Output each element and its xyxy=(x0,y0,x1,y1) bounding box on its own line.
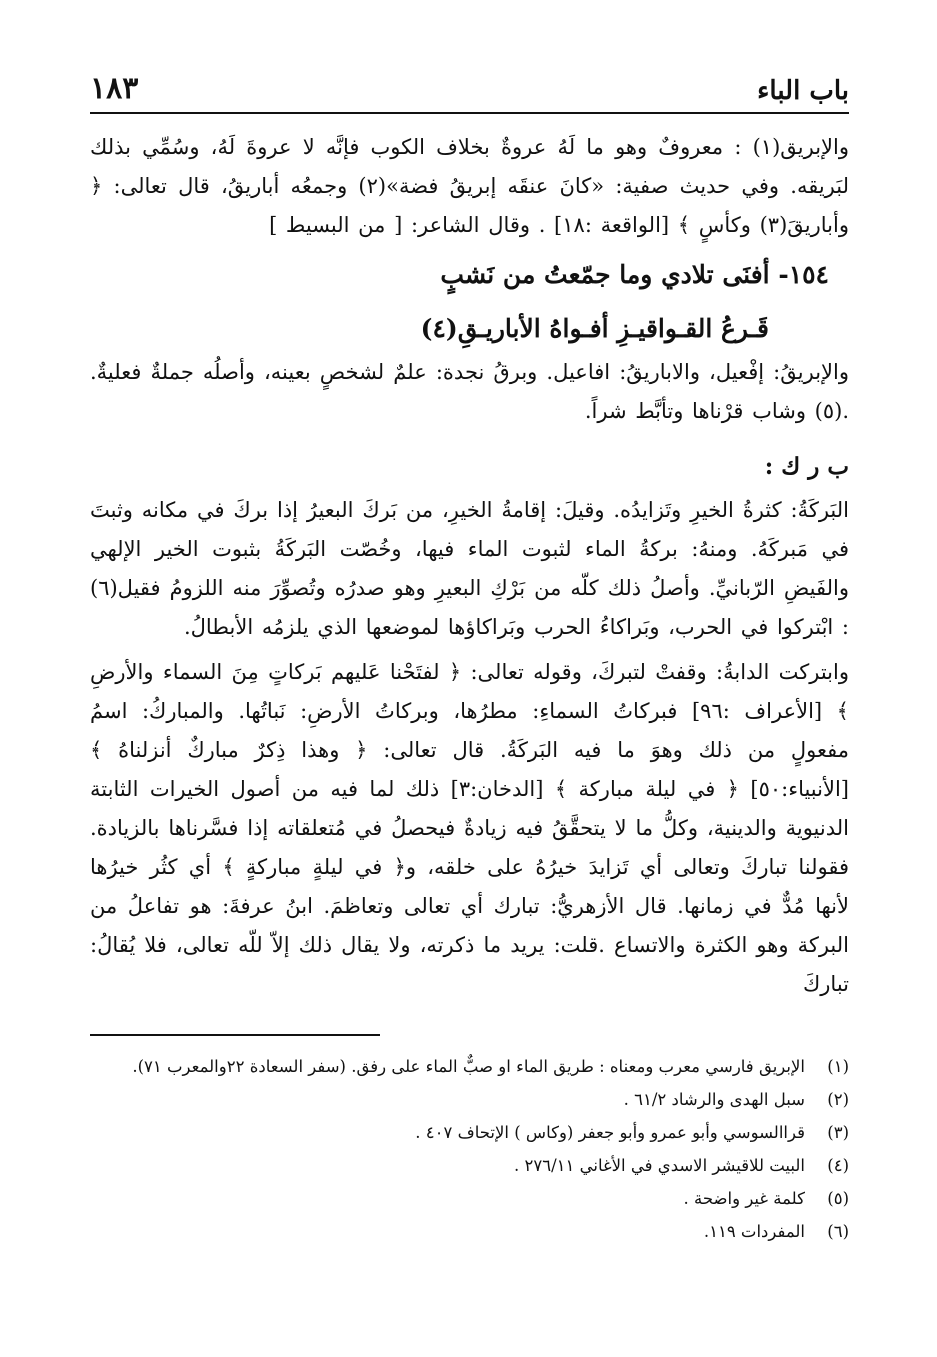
page-number: ١٨٣ xyxy=(90,71,139,106)
footnotes xyxy=(90,1050,849,1248)
footnote-number: (٣) xyxy=(827,1123,849,1142)
footnote xyxy=(90,1116,849,1149)
page-header xyxy=(90,58,849,114)
footnote xyxy=(90,1182,849,1215)
footnote-number: (١) xyxy=(827,1057,849,1076)
footnote xyxy=(90,1215,849,1248)
paragraph-ibriq: والإبريق(١) : معروفٌ وهو ما لَهُ عروةٌ بخلاف الكوب فإنَّه لا عروةَ لَهُ، وسُمِّي بذلك لبَريقه. وفي حديث صفية: «كانَ عنقَه إبريقُ فضة»(٢) وجمعُه أباريقُ، قال تعالى: ﴿ وأباريقَ(٣) وكأسٍ ﴾ [الواقعة :١٨] . وقال الشاعر: [ من البسيط ] xyxy=(90,135,849,237)
footnote-text: سبل الهدى والرشاد ٦١/٢ . xyxy=(623,1090,805,1109)
footnote-text: الإبريق فارسي معرب ومعناه : طريق الماء او صبٌّ الماء على رفق. (سفر السعادة ٢٢والمعرب ٧١). xyxy=(132,1057,805,1076)
footnote-text: قراالسوسي وأبو عمرو وأبو جعفر (وكاس ) الإتحاف ٤٠٧ . xyxy=(415,1123,805,1142)
footnote-text: كلمة غير واضحة . xyxy=(683,1189,805,1208)
paragraph-ibtarakat: وابتركت الدابةُ: وقفتْ لتبركَ، وقوله تعالى: ﴿ لفتَحْنا عَليهم بَركاتٍ مِنَ السماء والأرضِ ﴾ [الأعراف :٩٦] فبركاتُ السماءِ: مطرُها، وبركاتُ الأرضِ: نَباتُها. والمباركُ: اسمُ مفعولٍ من ذلك وهوَ ما فيه البَركَةُ. قال تعالى: ﴿ وهذا ذِكرٌ مباركٌ أنزلناهُ ﴾ [الأنبياء:٥٠] ﴿ في ليلة مباركة ﴾ [الدخان:٣] ذلك لما فيه من أصول الخيرات الثابتة الدنيوية والدينية، وكلُّ ما لا يتحقَّقُ فيه زيادةٌ فيحصلُ في مُتعلقاته إذا فسَّرناها بالزيادة. فقولنا تباركَ وتعالى أي تَزايدَ خيرُهُ على خلقه، و﴿ في ليلةٍ مباركةٍ ﴾ أي كثُر خيرُها لأنها مُدٌّ في زمانها. قال الأزهريُّ: تبارك أي تعالى وتعاظمَ. ابنُ عرفةَ: هو تفاعلُ من البركة وهو الكثرة والاتساع .قلت: يريد ما ذكرته، ولا يقال ذلك إلاّ للّه تعالى، فلا يُقالُ: تباركَ xyxy=(90,660,849,996)
paragraph-baraka: البَركَةُ: كثرةُ الخيرِ وتَزايدُه. وقيلَ: إقامةُ الخيرِ، من بَركَ البعيرُ إذا بركَ في مكانه وثبتَ في مَبركَهُ. ومنهُ: بركةُ الماء لثبوت الماء فيها، وخُصّت البَركَةُ بثبوت الخير الإلهي والفَيضِ الرّبانيِّ. وأصلُ ذلك كلّه من بَرْكِ البعيرِ وهو صدرُه وتُصوِّرَ منه اللزومُ فقيل(٦) : ابْتركوا في الحرب، وبَراكاءُ الحرب وبَراكاؤها لموضعها الذي يلزمُه الأبطالُ. xyxy=(90,498,849,639)
footnote xyxy=(90,1083,849,1116)
footnote-number: (٢) xyxy=(827,1090,849,1109)
chapter-title: باب الباء xyxy=(757,76,849,106)
footnote-text: المفردات ١١٩. xyxy=(703,1222,805,1241)
main-text xyxy=(90,128,849,1004)
footnote-text: البيت للاقيشر الاسدي في الأغاني ٢٧٦/١١ . xyxy=(514,1156,805,1175)
paragraph-ibriq-morphology: والإبريقُ: إفْعيل، والاباريقُ: افاعيل. وبرقُ نجدة: علمٌ لشخصٍ بعينه، وأصلُه جملةٌ فعليةٌ. .(٥) وشاب قرْناها وتأبَّط شراً. xyxy=(90,360,849,423)
section-heading-brk: ب ر ك : xyxy=(764,453,849,480)
footnote-number: (٦) xyxy=(827,1222,849,1241)
footnote-number: (٥) xyxy=(827,1189,849,1208)
footnote-number: (٤) xyxy=(827,1156,849,1175)
footnote xyxy=(90,1149,849,1182)
verse-line-2: قَـرعُ القـواقيـزِ أفـواهُ الأباريـقِ(٤) xyxy=(420,314,769,343)
footnotes-divider xyxy=(90,1034,380,1036)
footnote xyxy=(90,1050,849,1083)
verse-line-1: ١٥٤- أفنَى تلادي وما جمّعتُ من نَشبٍ xyxy=(440,260,829,289)
